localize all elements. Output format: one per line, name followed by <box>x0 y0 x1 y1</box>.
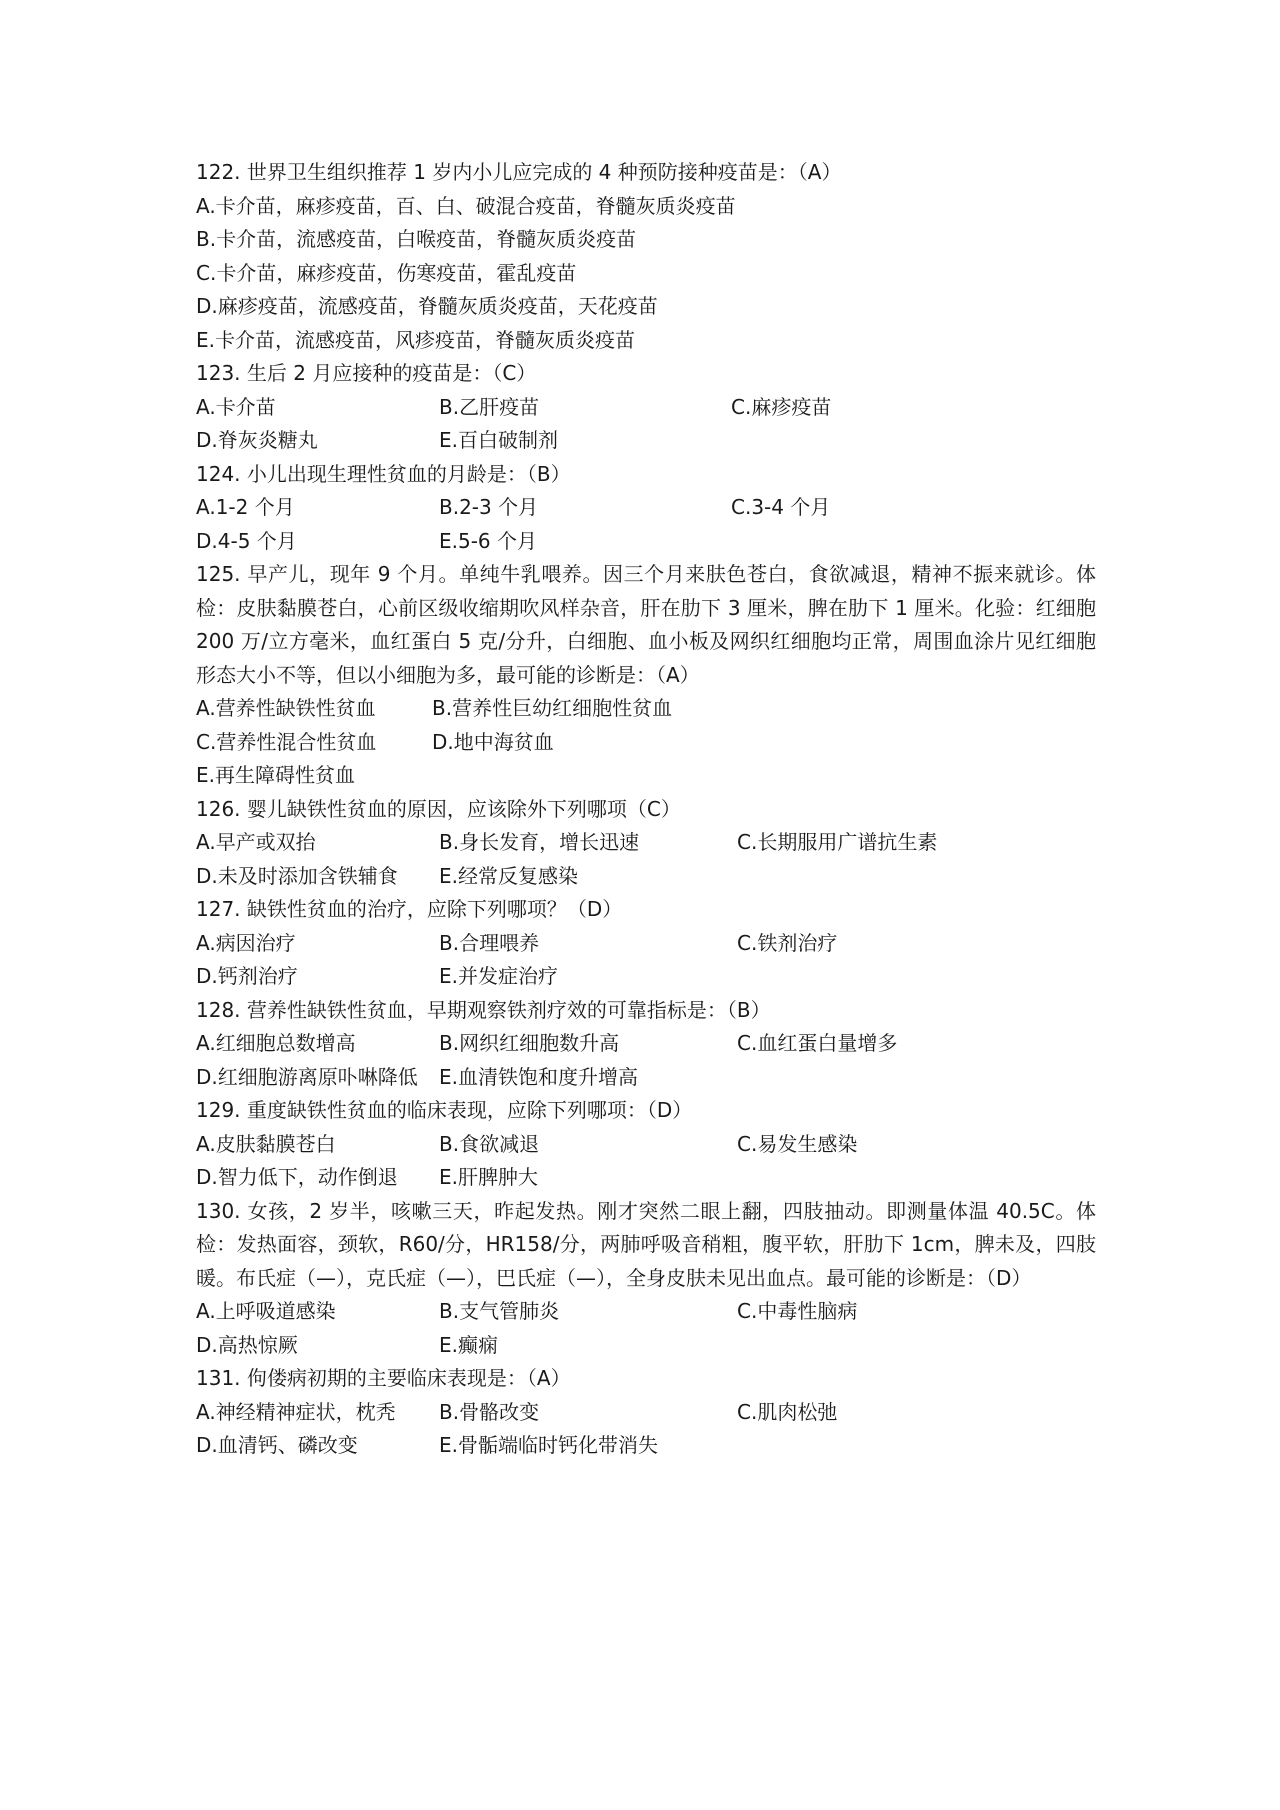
option-line: E.卡介苗，流感疫苗，风疹疫苗，脊髓灰质炎疫苗 <box>196 327 635 352</box>
option-row <box>196 491 1096 525</box>
option: A.红细胞总数增高 <box>196 1031 356 1055</box>
option: D.红细胞游离原卟啉降低 <box>196 1064 418 1089</box>
option: A.1-2 个月 <box>196 495 295 519</box>
option-row <box>196 759 1096 793</box>
option-row <box>196 1329 1096 1363</box>
option: E.癫痫 <box>439 1332 498 1357</box>
question-stem: 129. 重度缺铁性贫血的临床表现，应除下列哪项：（D） <box>196 1098 693 1122</box>
option-line: D.麻疹疫苗，流感疫苗，脊髓灰质炎疫苗，天花疫苗 <box>196 294 658 318</box>
option-row <box>196 960 1096 994</box>
option: C.长期服用广谱抗生素 <box>737 830 938 854</box>
option-row <box>196 1396 1096 1430</box>
option: B.网织红细胞数升高 <box>439 1031 620 1055</box>
option: B.食欲减退 <box>439 1131 540 1156</box>
option: C.3-4 个月 <box>731 495 831 519</box>
option: B.支气管肺炎 <box>439 1299 560 1323</box>
option: D.钙剂治疗 <box>196 964 298 988</box>
option-row <box>196 860 1096 894</box>
option-row <box>196 826 1096 860</box>
option-row <box>196 692 1096 726</box>
question-stem: 128. 营养性缺铁性贫血，早期观察铁剂疗效的可靠指标是：（B） <box>196 997 771 1022</box>
option: C.铁剂治疗 <box>737 930 838 955</box>
question-stem: 123. 生后 2 月应接种的疫苗是：（C） <box>196 361 537 385</box>
option: D.脊灰炎糖丸 <box>196 428 318 452</box>
option: D.高热惊厥 <box>196 1332 298 1357</box>
option: C.血红蛋白量增多 <box>737 1031 898 1055</box>
option-row <box>196 1061 1096 1095</box>
option: C.营养性混合性贫血 <box>196 729 377 754</box>
question-list <box>196 156 1096 1463</box>
option-row <box>196 1295 1096 1329</box>
option-row <box>196 424 1096 458</box>
option: A.卡介苗 <box>196 394 276 419</box>
option: B.骨骼改变 <box>439 1399 540 1424</box>
option: C.肌肉松弛 <box>737 1399 838 1424</box>
option: C.麻疹疫苗 <box>731 394 832 419</box>
option-row <box>196 391 1096 425</box>
option: B.合理喂养 <box>439 930 540 955</box>
question-stem: 131. 佝偻病初期的主要临床表现是：（A） <box>196 1366 571 1390</box>
option-row <box>196 1027 1096 1061</box>
question-stem: 130. 女孩，2 岁半，咳嗽三天，昨起发热。刚才突然二眼上翻，四肢抽动。即测量体温 40.5C。体检：发热面容，颈软，R60/分，HR158/分，两肺呼吸音稍粗，腹平软，肝肋下 1cm，脾未及，四肢暖。布氏症（—），克氏症（—），巴氏症（—），全身皮肤未见出血点。最可能的诊断是：（D） <box>196 1198 1096 1290</box>
question-stem: 124. 小儿出现生理性贫血的月龄是：（B） <box>196 461 571 486</box>
option-row <box>196 726 1096 760</box>
option: A.早产或双抬 <box>196 830 316 854</box>
option-row <box>196 927 1096 961</box>
option: E.经常反复感染 <box>439 863 578 888</box>
option: B.2-3 个月 <box>439 495 539 519</box>
option: E.血清铁饱和度升增高 <box>439 1064 638 1089</box>
option: D.未及时添加含铁辅食 <box>196 863 398 888</box>
option: A.皮肤黏膜苍白 <box>196 1131 336 1156</box>
option: D.4-5 个月 <box>196 528 297 553</box>
option-row <box>196 1429 1096 1463</box>
option-row <box>196 1128 1096 1162</box>
option: B.身长发育，增长迅速 <box>439 830 640 854</box>
question-stem: 127. 缺铁性贫血的治疗，应除下列哪项？（D） <box>196 897 623 921</box>
option: D.智力低下，动作倒退 <box>196 1165 398 1189</box>
option-row <box>196 1161 1096 1195</box>
option: E.百白破制剂 <box>439 428 558 452</box>
option: A.上呼吸道感染 <box>196 1299 336 1323</box>
option-line: B.卡介苗，流感疫苗，白喉疫苗，脊髓灰质炎疫苗 <box>196 227 637 251</box>
option: C.中毒性脑病 <box>737 1299 858 1323</box>
option: A.病因治疗 <box>196 930 296 955</box>
question-stem: 125. 早产儿，现年 9 个月。单纯牛乳喂养。因三个月来肤色苍白，食欲减退，精神不振来就诊。体检：皮肤黏膜苍白，心前区级收缩期吹风样杂音，肝在肋下 3 厘米，脾在肋下 1 厘米。化验：红细胞 200 万/立方毫米，血红蛋白 5 克/分升，白细胞、血小板及网织红细胞均正常，周围血涂片见红细胞形态大小不等，但以小细胞为多，最可能的诊断是：（A） <box>196 562 1096 687</box>
option: D.地中海贫血 <box>432 729 554 754</box>
option: D.血清钙、磷改变 <box>196 1433 358 1457</box>
option: A.营养性缺铁性贫血 <box>196 696 376 720</box>
option: B.营养性巨幼红细胞性贫血 <box>432 696 673 720</box>
option: C.易发生感染 <box>737 1131 858 1156</box>
option: A.神经精神症状，枕秃 <box>196 1399 396 1424</box>
option: E.骨骺端临时钙化带消失 <box>439 1433 658 1457</box>
option-line: A.卡介苗，麻疹疫苗，百、白、破混合疫苗，脊髓灰质炎疫苗 <box>196 193 736 218</box>
question-stem: 122. 世界卫生组织推荐 1 岁内小儿应完成的 4 种预防接种疫苗是：（A） <box>196 160 842 184</box>
option: E.肝脾肿大 <box>439 1165 538 1189</box>
option-line: C.卡介苗，麻疹疫苗，伤寒疫苗，霍乱疫苗 <box>196 260 577 285</box>
option-row <box>196 525 1096 559</box>
option: E.5-6 个月 <box>439 528 538 553</box>
option: E.并发症治疗 <box>439 964 558 988</box>
question-stem: 126. 婴儿缺铁性贫血的原因，应该除外下列哪项（C） <box>196 796 681 821</box>
option: E.再生障碍性贫血 <box>196 763 355 787</box>
option: B.乙肝疫苗 <box>439 394 540 419</box>
